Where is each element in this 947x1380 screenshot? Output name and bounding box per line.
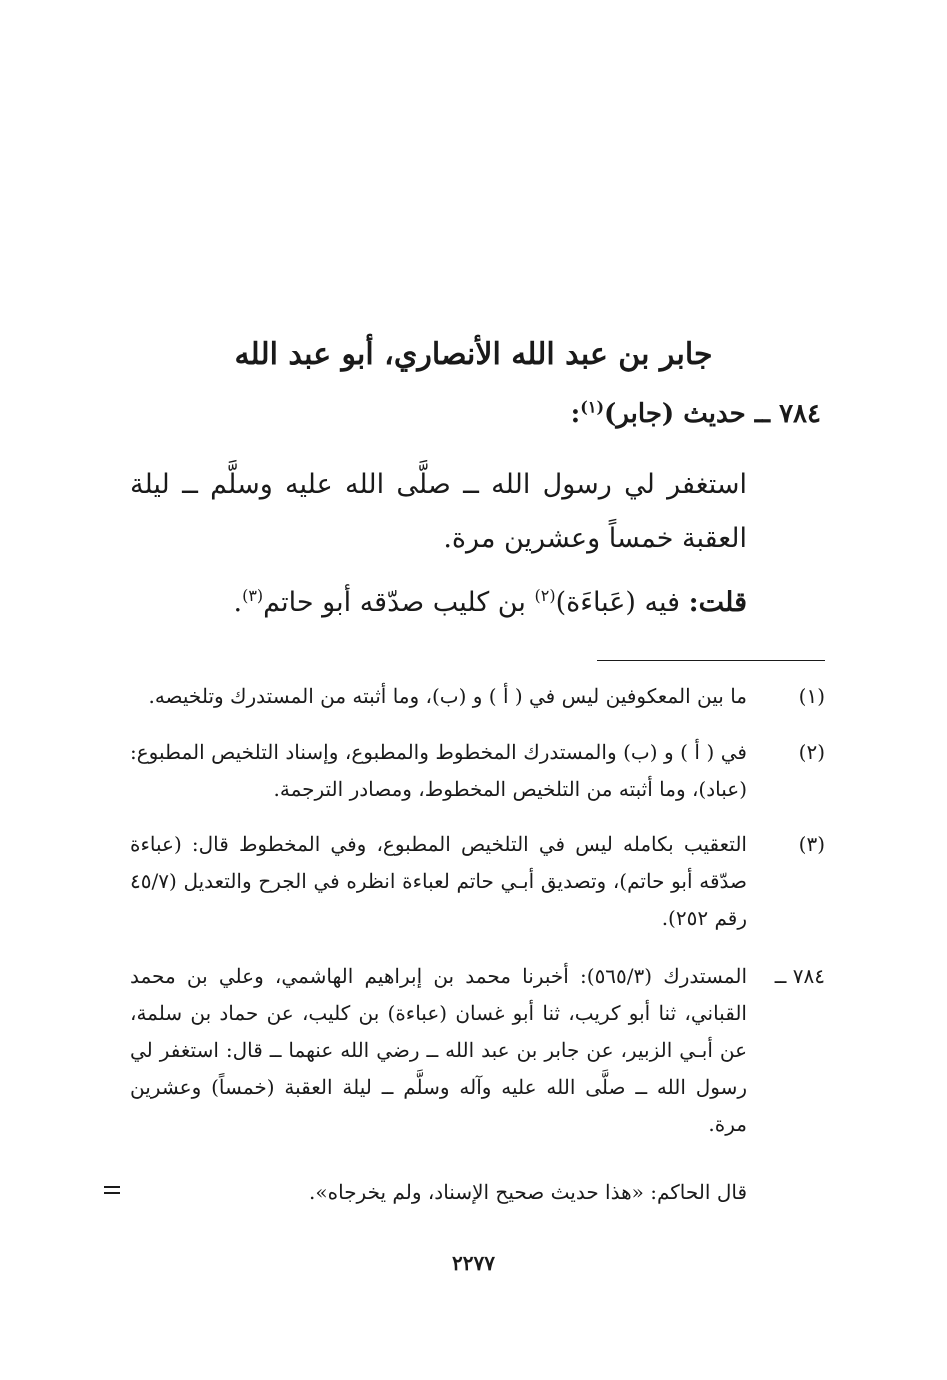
footnote-number: (٣) xyxy=(798,832,825,856)
footnote-text: ما بين المعكوفين ليس في ( أ ) و (ب)، وما أثبته من المستدرك وتلخيصه. xyxy=(148,684,747,708)
comment-part-1: فيه (عَباءَة) xyxy=(555,587,681,618)
footnote-text: في ( أ ) و (ب) والمستدرك المخطوط والمطبوع، وإسناد التلخيص المطبوع: (عباد)، وما أثبته من التلخيص المخطوط، ومصادر الترجمة. xyxy=(130,740,747,801)
footnote-ref-1: (١) xyxy=(580,397,605,417)
section-heading: جابر بن عبد الله الأنصاري، أبو عبد الله xyxy=(234,337,713,372)
footnote-2 xyxy=(130,734,825,808)
footnote-3 xyxy=(130,826,825,937)
comment-label: قلت: xyxy=(688,587,747,618)
footnote-source-784 xyxy=(130,958,825,1143)
hadith-label: ٧٨٤ ــ حديث (جابر) xyxy=(604,399,821,429)
hadith-text: استغفر لي رسول الله ــ صلَّى الله عليه وسلَّم ــ ليلة العقبة خمساً وعشرين مرة. xyxy=(130,469,747,554)
page-number: ٢٢٧٧ xyxy=(452,1251,495,1275)
comment-part-2: بن كليب صدّقه أبو حاتم xyxy=(263,587,526,618)
hakim-statement: قال الحاكم: «هذا حديث صحيح الإسناد، ولم يخرجاه». xyxy=(309,1180,747,1204)
footnote-ref-2: (٢) xyxy=(534,586,556,605)
footnote-ref-3: (٣) xyxy=(242,586,264,605)
footnote-number: (١) xyxy=(798,684,825,708)
hadith-label-end: : xyxy=(570,399,581,429)
footnote-text: التعقيب بكامله ليس في التلخيص المطبوع، وفي المخطوط قال: (عباءة صدّقه أبو حاتم)، وتصديق أبـي حاتم لعباءة انظره في الجرح والتعديل (٤٥/٧ رقم ٢٥٢). xyxy=(130,832,747,930)
footnote-number: ٧٨٤ ــ xyxy=(774,964,825,988)
footnote-number: (٢) xyxy=(798,740,825,764)
footnote-separator xyxy=(597,660,825,661)
author-comment xyxy=(130,578,747,628)
continuation-mark xyxy=(104,1186,120,1194)
hadith-number-line xyxy=(571,392,821,436)
footnote-1 xyxy=(130,678,825,715)
comment-end: . xyxy=(233,587,243,618)
footnote-text: المستدرك (٥٦٥/٣): أخبرنا محمد بن إبراهيم الهاشمي، وعلي بن محمد القباني، ثنا أبو كريب، ثنا أبو غسان (عباءة) بن كليب، عن حماد بن سلمة، عن أبـي الزبير، عن جابر بن عبد الله ــ رضي الله عنهما ــ قال: استغفر لي رسول الله ــ صلَّى الله عليه وآله وسلَّم ــ ليلة العقبة (خمساً) وعشرين مرة. xyxy=(130,964,748,1136)
